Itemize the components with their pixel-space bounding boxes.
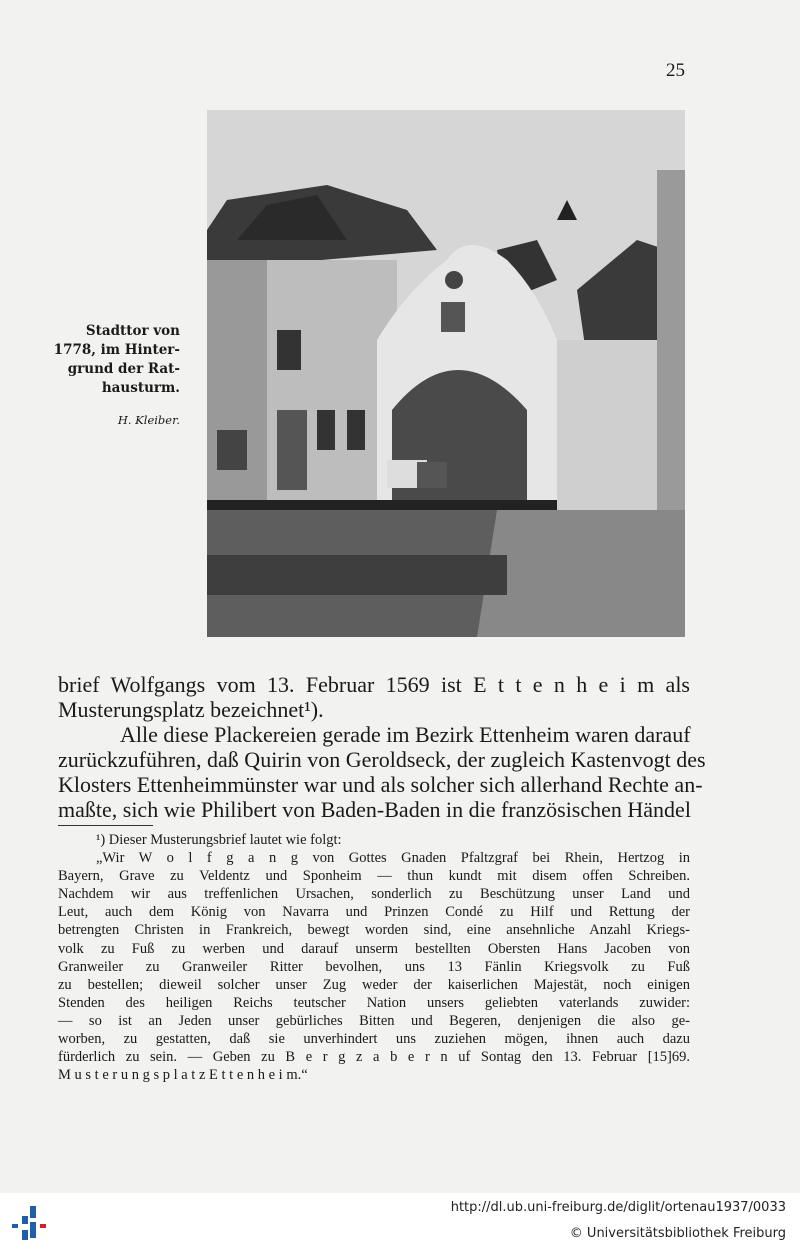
footnote-divider — [58, 825, 153, 826]
body-line: Musterungsplatz bezeichnet¹). — [58, 697, 324, 722]
footnote-line: fürderlich zu sein. — Geben zu B e r g z a b e r n uf Sontag den 13. Februar [15]69. — [58, 1049, 690, 1066]
caption-line: Stadttor von — [85, 323, 180, 339]
footnote-line: M u s t e r u n g s p l a t z E t t e n h e i m.“ — [58, 1067, 308, 1084]
body-line: maßte, sich wie Philibert von Baden-Baden in die französischen Händel — [58, 797, 691, 822]
page-number: 25 — [666, 60, 685, 81]
footnote-line: Stenden des heiligen Reichs teutscher Nation unsers geliebten vaterlands zuwider: — [58, 994, 690, 1011]
footnote-line: Nachdem wir aus treffenlichen Ursachen, sonderlich zu Beschützung unser Land und — [58, 886, 690, 903]
footnote — [58, 831, 690, 1084]
photo-credit: H. Kleiber. — [117, 413, 180, 427]
footnote-line: Granweiler zu Granweiler Ritter bevolhen, uns 13 Fänlin Kriegsvolk zu Fuß — [58, 958, 690, 975]
body-line: Alle diese Plackereien gerade im Bezirk Ettenheim waren darauf — [120, 722, 691, 747]
footnote-line: — so ist an Jeden unser gebürliches Bitten und Begeren, denjenigen die also ge- — [58, 1012, 690, 1029]
photo-caption — [40, 322, 180, 398]
footnote-line: worben, zu gestatten, daß sie unverhindert uns zuziehen mögen, ihnen auch dazu — [58, 1031, 690, 1048]
copyright-notice: © Universitätsbibliothek Freiburg — [569, 1226, 786, 1241]
photograph-town-gate — [207, 110, 685, 637]
body-text — [58, 672, 706, 822]
caption-line: hausturm. — [101, 380, 180, 396]
source-url-link[interactable]: http://dl.ub.uni-freiburg.de/diglit/ortenau1937/0033 — [450, 1200, 786, 1215]
footnote-line: Leut, auch dem König von Navarra und Prinzen Condé zu Hilf und Rettung der — [58, 904, 690, 921]
caption-line: 1778, im Hinter- — [53, 342, 180, 358]
body-line: Klosters Ettenheimmünster war und als solcher sich allerhand Rechte an- — [58, 772, 703, 797]
footnote-line: volk zu Fuß zu werben und darauf unserm bestellten Obersten Hans Jacoben von — [58, 940, 690, 957]
ub-freiburg-logo-icon — [10, 1202, 50, 1242]
body-line: brief Wolfgangs vom 13. Februar 1569 ist E t t e n h e i m als — [58, 672, 690, 697]
footnote-line: ¹) Dieser Musterungsbrief lautet wie folgt: — [96, 832, 342, 848]
body-line: zurückzuführen, daß Quirin von Geroldseck, der zugleich Kastenvogt des — [58, 747, 706, 772]
footnote-line: zu bestellen; dieweil solcher unser Zug weder der kaiserlichen Majestät, noch einigen — [58, 976, 690, 993]
footnote-line: „Wir W o l f g a n g von Gottes Gnaden Pfaltzgraf bei Rhein, Hertzog in — [96, 850, 690, 867]
footnote-line: betrengten Christen in Frankreich, bewegt worden sind, eine ansehnliche Anzahl Kriegs- — [58, 922, 690, 939]
footnote-line: Bayern, Grave zu Veldentz und Sponheim — thun kundt mit disem offen Schreiben. — [58, 868, 690, 885]
caption-line: grund der Rat- — [67, 361, 180, 377]
